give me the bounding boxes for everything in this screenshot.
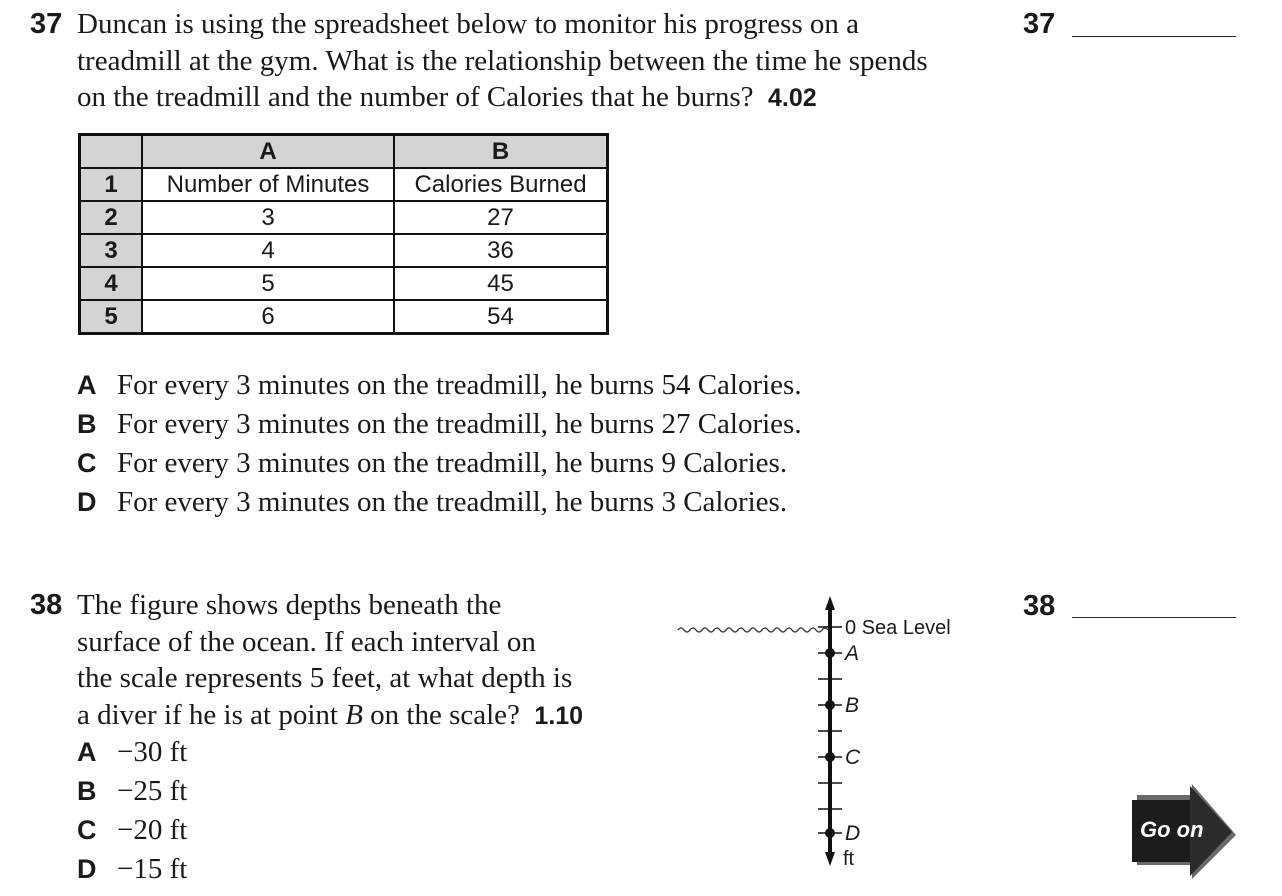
- spreadsheet-row-header: 3: [80, 234, 143, 267]
- q38-choice-c-text: −20 ft: [117, 814, 188, 846]
- spreadsheet-cell: 27: [394, 201, 608, 234]
- q37-choice-a-letter: A: [77, 370, 97, 400]
- spreadsheet-cell: Calories Burned: [394, 168, 608, 201]
- spreadsheet-cell: Number of Minutes: [142, 168, 394, 201]
- question-37-standard: 4.02: [767, 84, 817, 112]
- answer-37-number: 37: [1023, 8, 1056, 40]
- depth-scale-arrow-bottom: [825, 852, 835, 866]
- q38-choice-a-letter: A: [77, 737, 97, 767]
- depth-point-c: [825, 752, 835, 762]
- depth-label-d: D: [845, 822, 861, 845]
- depth-unit-label: ft: [843, 848, 855, 870]
- question-38-line-3: the scale represents 5 feet, at what depth is: [77, 662, 573, 694]
- depth-zero-value: 0: [845, 617, 857, 639]
- sea-level-label: Sea Level: [861, 617, 951, 639]
- question-37-line-1: Duncan is using the spreadsheet below to monitor his progress on a: [77, 8, 860, 40]
- q38-choice-d-letter: D: [77, 854, 97, 884]
- q37-choice-d-letter: D: [77, 487, 97, 517]
- spreadsheet-col-header-a: A: [142, 135, 394, 169]
- answer-38-number: 38: [1023, 590, 1056, 622]
- spreadsheet-cell: 54: [394, 300, 608, 334]
- depth-point-b: [825, 700, 835, 710]
- sea-surface-wave: [678, 628, 828, 632]
- question-38-standard: 1.10: [534, 701, 584, 730]
- q37-choice-d-text: For every 3 minutes on the treadmill, he burns 3 Calories.: [117, 486, 788, 518]
- question-38-line-2: surface of the ocean. If each interval on: [77, 625, 536, 658]
- depth-point-d: [825, 828, 835, 838]
- q37-choice-a-text: For every 3 minutes on the treadmill, he burns 54 Calories.: [117, 369, 802, 401]
- q37-choice-c-letter: C: [77, 448, 97, 478]
- spreadsheet-cell: 4: [142, 234, 394, 267]
- question-38-number: 38: [30, 589, 63, 621]
- q38-choice-b-letter: B: [77, 776, 97, 806]
- q38-choice-b-text: −25 ft: [117, 775, 188, 807]
- q37-choice-b-text: For every 3 minutes on the treadmill, he burns 27 Calories.: [117, 408, 802, 440]
- q37-choice-b-letter: B: [77, 409, 97, 439]
- question-38-line-1: The figure shows depths beneath the: [77, 589, 502, 621]
- spreadsheet-cell: 5: [142, 267, 394, 300]
- depth-label-c: C: [845, 746, 861, 769]
- spreadsheet-row-header: 1: [80, 168, 143, 201]
- question-37-number: 37: [30, 8, 63, 40]
- spreadsheet-col-header-b: B: [394, 135, 608, 169]
- q38-choice-a-text: −30 ft: [117, 736, 188, 768]
- depth-zero-label: [845, 617, 951, 640]
- question-38-line-4-italic: B: [345, 698, 363, 731]
- go-on-label[interactable]: Go on: [1140, 817, 1204, 842]
- question-37-line-2: treadmill at the gym. What is the relationship between the time he spends: [77, 44, 928, 77]
- depth-scale-arrow-top: [825, 596, 835, 610]
- question-38-line-4-before: a diver if he is at point: [77, 698, 346, 731]
- q38-choice-d-text: −15 ft: [117, 853, 188, 885]
- question-38-line-4-after: on the scale?: [362, 698, 520, 731]
- q38-choice-c-letter: C: [77, 815, 97, 845]
- spreadsheet-cell: 6: [142, 300, 394, 334]
- spreadsheet-cell: 45: [394, 267, 608, 300]
- depth-point-a: [825, 648, 835, 658]
- question-37-line-3-text: on the treadmill and the number of Calories that he burns?: [77, 81, 754, 113]
- spreadsheet-cell: 36: [394, 234, 608, 267]
- spreadsheet-row-header: 4: [80, 267, 143, 300]
- depth-label-a: A: [845, 642, 860, 665]
- spreadsheet-cell: 3: [142, 201, 394, 234]
- depth-label-b: B: [845, 694, 860, 717]
- q37-choice-c-text: For every 3 minutes on the treadmill, he burns 9 Calories.: [117, 447, 788, 479]
- spreadsheet-row-header: 2: [80, 201, 143, 234]
- spreadsheet-row-header: 5: [80, 300, 143, 334]
